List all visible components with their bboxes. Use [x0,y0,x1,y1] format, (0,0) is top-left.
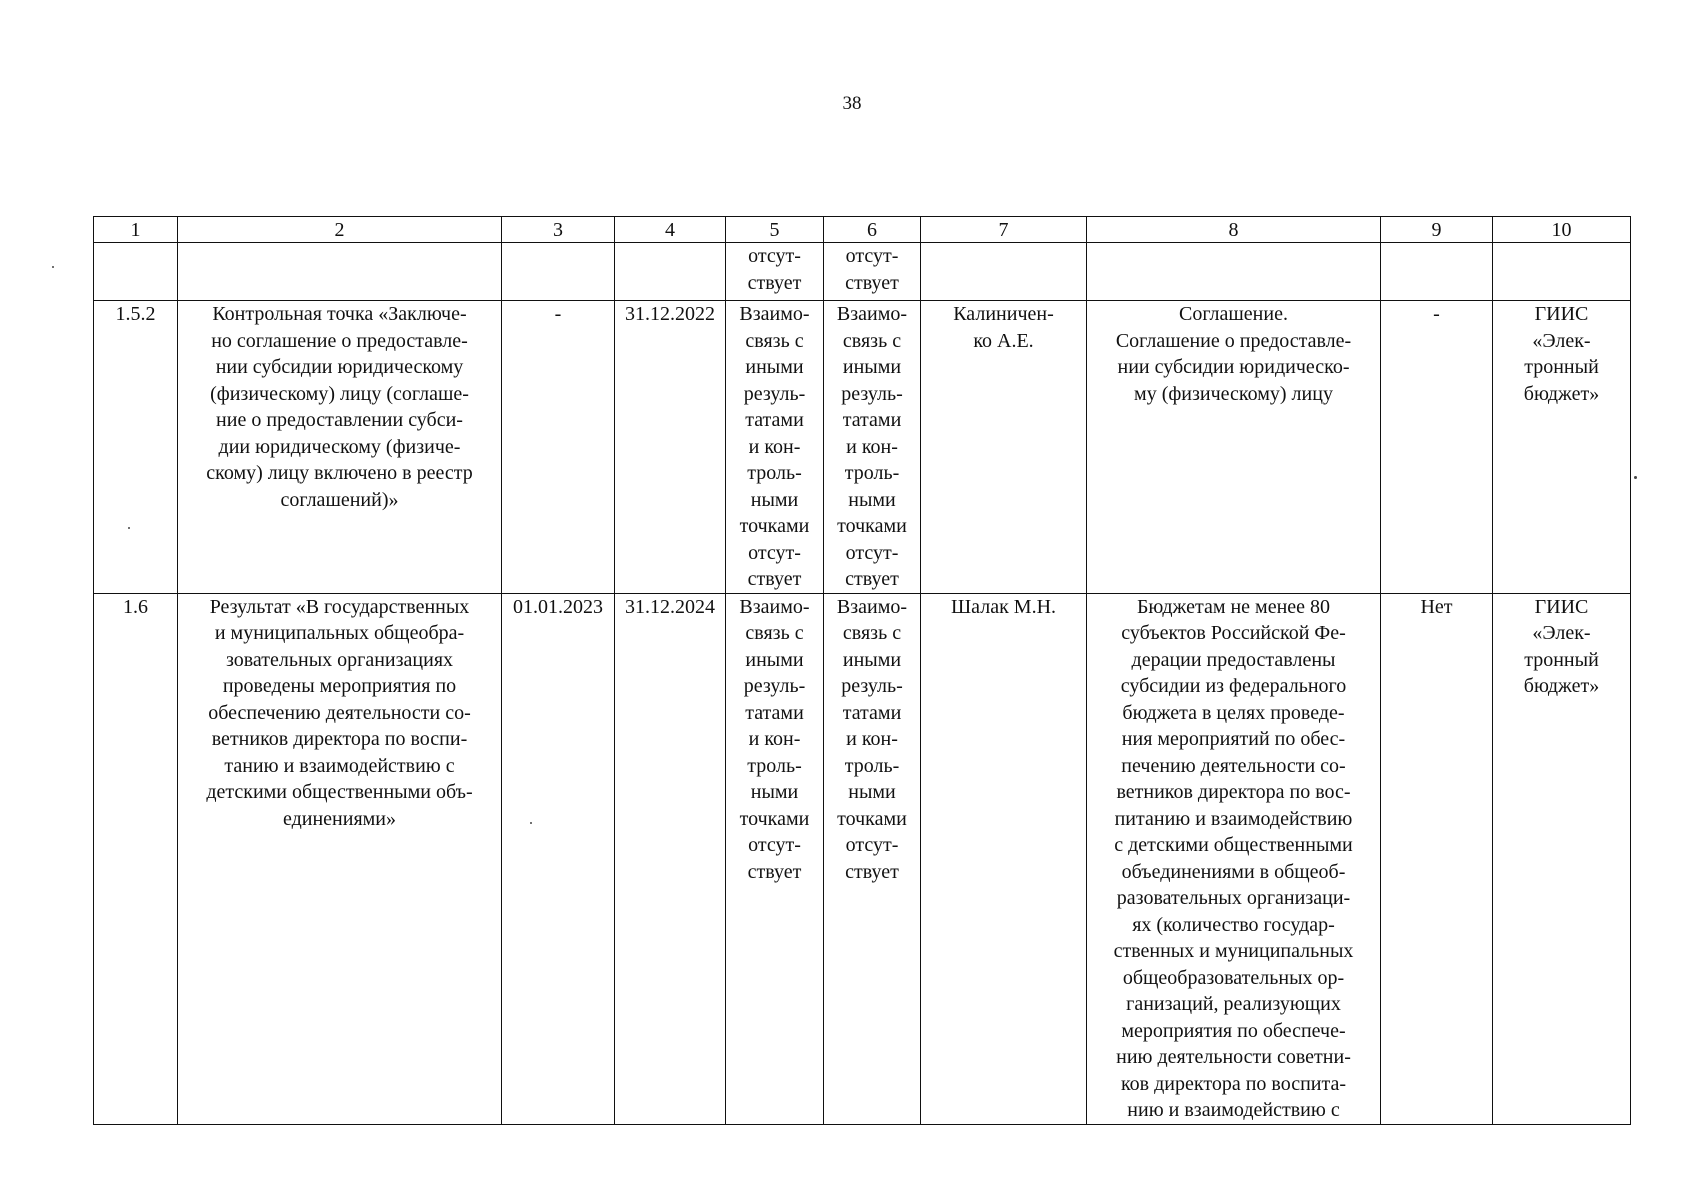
column-number: 3 [502,217,615,243]
column-number-row [94,217,1631,243]
page-number: 38 [842,93,862,114]
description-cell: Бюджетам не менее 80 субъектов Российской Фе- дерации предоставлены субсидии из федерального бюджета в целях проведе- ния мероприятий по обес- печению деятельности со- ветников директора по вос- питанию и взаимодействию с детскими общественными объединениями в общеоб- разовательных организаци- ях (количество государ- ственных и муниципальных общеобразовательных ор- ганизаций, реализующих мероприятия по обеспече- нию деятельности советни- ков директора по воспита- нию и взаимодействию с [1087,593,1381,1124]
table-row-1-5-2 [94,301,1631,594]
row-number-cell: 1.5.2 [94,301,178,594]
description-cell: Соглашение. Соглашение о предоставле- нии субсидии юридическо- му (физическому) лицу [1087,301,1381,594]
column-number: 1 [94,217,178,243]
table-cell: отсут- ствует [726,243,824,301]
column-number: 8 [1087,217,1381,243]
table-cell [1087,243,1381,301]
table-cell [178,243,502,301]
start-date-cell: 01.01.2023 [502,593,615,1124]
column-number: 2 [178,217,502,243]
table-cell [1493,243,1631,301]
column-number: 9 [1381,217,1493,243]
relation-cell: Взаимо- связь с иными резуль- татами и кон- троль- ными точками отсут- ствует [824,593,921,1124]
column-number: 6 [824,217,921,243]
end-date-cell: 31.12.2022 [615,301,726,594]
responsible-cell: Шалак М.Н. [921,593,1087,1124]
responsible-cell: Калиничен- ко А.Е. [921,301,1087,594]
flag-cell: - [1381,301,1493,594]
system-cell: ГИИС «Элек- тронный бюджет» [1493,301,1631,594]
scan-speck [1634,476,1637,479]
table-cell [1381,243,1493,301]
name-cell: Контрольная точка «Заключе- но соглашение о предоставле- нии субсидии юридическому (физическому) лицу (соглаше- ние о предоставлении субси- дии юридическому (физиче- скому) лицу включено в реестр соглашений)» [178,301,502,594]
relation-cell: Взаимо- связь с иными резуль- татами и кон- троль- ными точками отсут- ствует [726,593,824,1124]
scan-speck [128,527,130,529]
table-cell [94,243,178,301]
name-cell: Результат «В государственных и муниципальных общеобра- зовательных организациях проведены мероприятия по обеспечению деятельности со- ветников директора по воспи- танию и взаимодействию с детскими общественными объ- единениями» [178,593,502,1124]
system-cell: ГИИС «Элек- тронный бюджет» [1493,593,1631,1124]
column-number: 4 [615,217,726,243]
column-number: 10 [1493,217,1631,243]
scan-speck [52,266,54,268]
table-row-1-6 [94,593,1631,1124]
column-number: 7 [921,217,1087,243]
table-cell [921,243,1087,301]
row-number-cell: 1.6 [94,593,178,1124]
relation-cell: Взаимо- связь с иными резуль- татами и кон- троль- ными точками отсут- ствует [726,301,824,594]
scan-speck [530,822,532,824]
start-date-cell: - [502,301,615,594]
end-date-cell: 31.12.2024 [615,593,726,1124]
flag-cell: Нет [1381,593,1493,1124]
column-number: 5 [726,217,824,243]
table-cell: отсут- ствует [824,243,921,301]
table-cell [615,243,726,301]
data-table [93,216,1631,1125]
table-cell [502,243,615,301]
relation-cell: Взаимо- связь с иными резуль- татами и кон- троль- ными точками отсут- ствует [824,301,921,594]
table-row-continuation [94,243,1631,301]
